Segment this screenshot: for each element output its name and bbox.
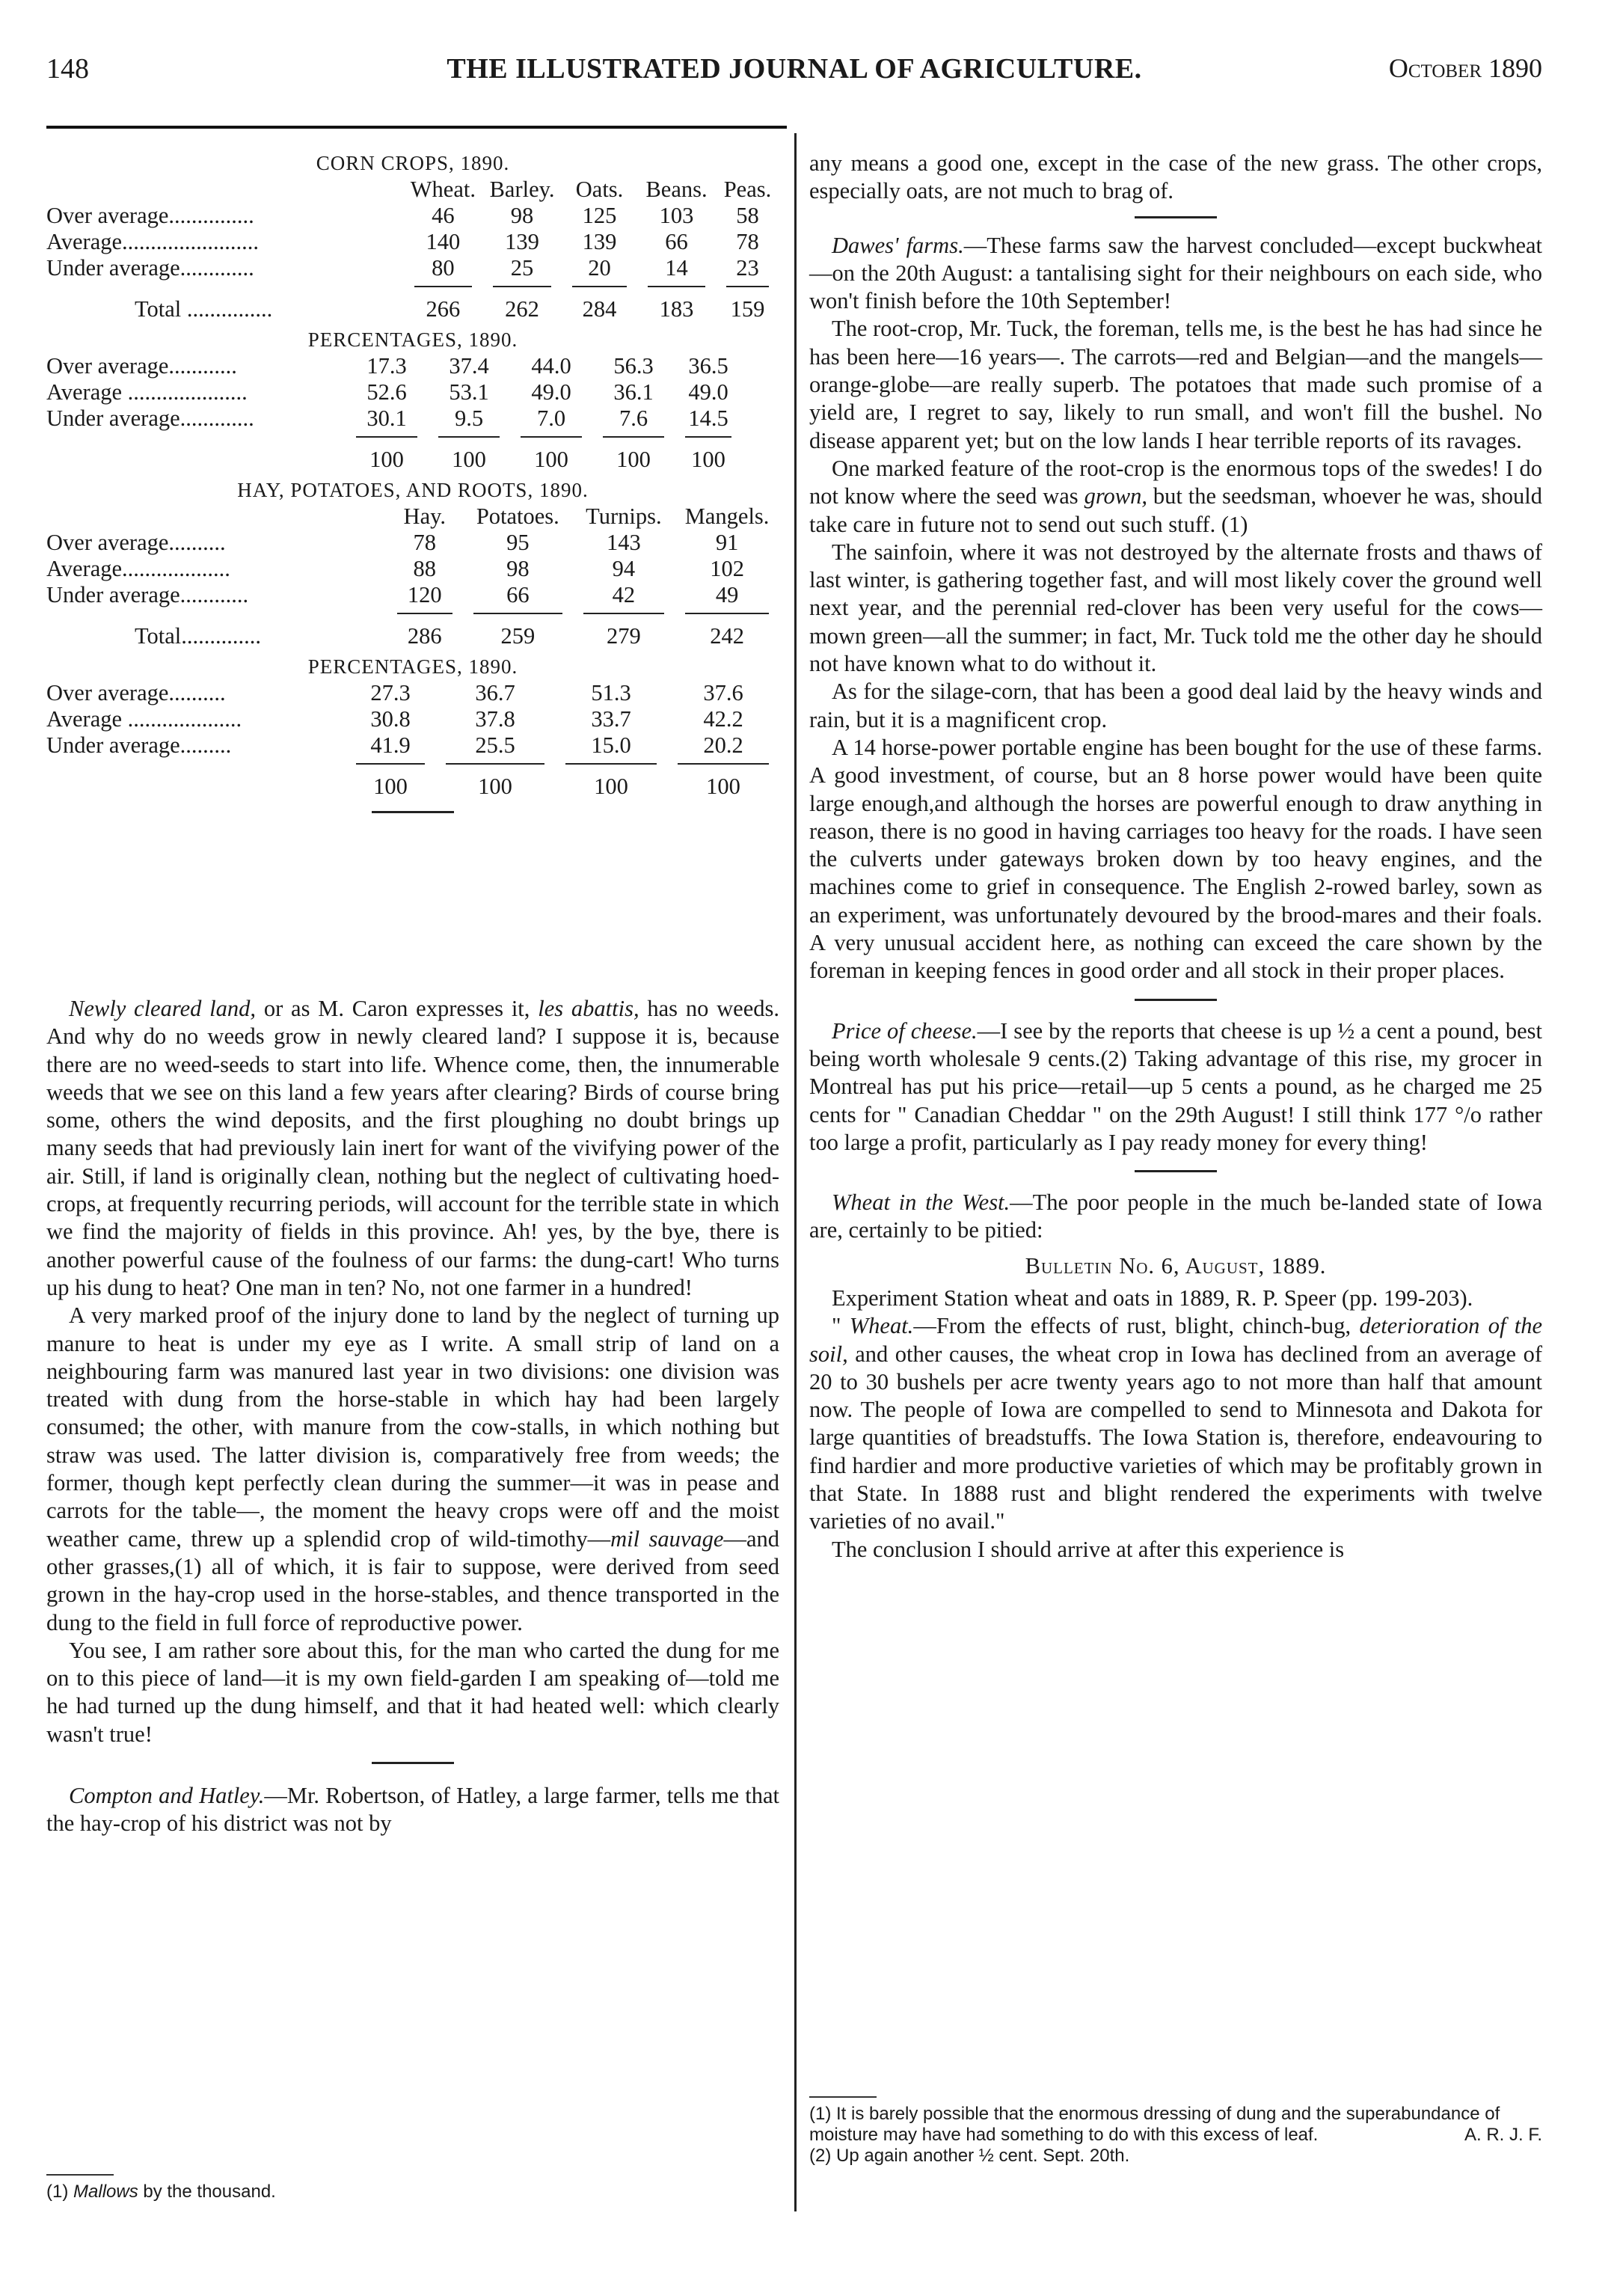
table-cell: 95 xyxy=(506,530,530,555)
table-cell: 20.2 xyxy=(703,732,743,758)
paragraph-price-of-cheese xyxy=(809,1017,1542,1157)
table-cell: 46 xyxy=(432,203,455,228)
section-lead: Compton and Hatley. xyxy=(69,1783,265,1809)
column-header: Oats. xyxy=(575,177,624,202)
table-cell: 37.8 xyxy=(475,706,515,732)
table-cell: 88 xyxy=(413,556,437,581)
text-run: and other causes, the wheat crop in Iowa has declined from an average of 20 to 30 bushels per acre twenty years ago to not more than half that amount now. The people of Iowa are compelled to send to Minnesota and Dakota for large quantities of breadstuffs. The Iowa Station is, therefore, endeavouring to find hardier and more productive varieties of which may be profitably grown in that State. In 1888 rust and blight rendered the experiments with twelve varieties of no avail." xyxy=(809,1341,1542,1534)
table-cell: 91 xyxy=(715,530,739,555)
header-rule xyxy=(46,126,787,129)
table-cell: 66 xyxy=(506,582,530,607)
column-header: Hay. xyxy=(403,503,447,529)
column-header: Peas. xyxy=(723,177,772,202)
column-header: Beans. xyxy=(645,177,708,202)
page-header xyxy=(46,52,1542,97)
table-cell: 80 xyxy=(432,255,455,281)
row-label: Under average............ xyxy=(46,582,249,607)
footnote-signature: A. R. J. F. xyxy=(1464,2125,1542,2145)
table-cell: 100 xyxy=(452,447,486,472)
table-header-row xyxy=(46,177,779,203)
table-cell: 98 xyxy=(506,556,530,581)
table-cell: 27.3 xyxy=(370,680,411,705)
table-cell: 41.9 xyxy=(370,732,411,758)
table-row xyxy=(46,353,742,379)
table-cell: 102 xyxy=(710,556,744,581)
paragraph: The conclusion I should arrive at after this experience is xyxy=(832,1536,1345,1562)
paragraph-newly-cleared-land xyxy=(46,995,779,1302)
text-run: by the thousand. xyxy=(138,2182,276,2202)
table-cell: 20 xyxy=(588,255,611,281)
section-lead: Newly cleared land, xyxy=(69,996,257,1021)
table-cell: 100 xyxy=(534,447,568,472)
text-run: (1) It is barely possible that the enormous dressing of dung and the superabundance of moisture may have had something to do with this excess of leaf. xyxy=(809,2104,1500,2145)
paragraph-wheat-in-the-west xyxy=(809,1189,1542,1245)
text-run: Mallows xyxy=(73,2182,138,2202)
row-label: Over average............ xyxy=(46,353,237,379)
table-cell: 37.6 xyxy=(703,680,743,705)
sum-rule-row xyxy=(46,432,742,442)
column-header: Barley. xyxy=(489,177,555,202)
hay-percent-caption: PERCENTAGES, 1890. xyxy=(307,655,518,678)
paragraph-dawes-farms xyxy=(809,232,1542,316)
table-cell: 286 xyxy=(407,623,442,649)
section-lead: Wheat. xyxy=(849,1313,914,1339)
table-cell: 17.3 xyxy=(366,353,407,379)
paragraph: As for the silage-corn, that has been a good deal laid by the heavy winds and rain, but it is a magnificent crop. xyxy=(809,679,1542,732)
row-label: Average........................ xyxy=(46,229,260,254)
paragraph xyxy=(809,455,1542,539)
text-run: but the seedsman, whoever he was, should take care in future not to send out such stuff. (1) xyxy=(809,483,1542,537)
row-label: Average .................... xyxy=(46,706,242,732)
table-cell: 125 xyxy=(582,203,617,228)
table-cell: 36.5 xyxy=(688,353,728,379)
table-cell: 42.2 xyxy=(703,706,743,732)
page-number: 148 xyxy=(46,53,89,85)
section-lead: Dawes' farms. xyxy=(832,232,964,258)
footnote-rule xyxy=(809,2096,877,2098)
text-run: deterioration of the soil, xyxy=(809,1313,1542,1367)
table-cell: 78 xyxy=(736,229,759,254)
paragraph: Experiment Station wheat and oats in 1889, R. P. Speer (pp. 199-203). xyxy=(832,1285,1473,1311)
table-row xyxy=(46,582,779,608)
table-cell: 159 xyxy=(730,296,765,322)
text-run: grown, xyxy=(1084,483,1148,509)
row-label: Average ..................... xyxy=(46,379,248,405)
table-cell: 139 xyxy=(505,229,539,254)
table-cell: 15.0 xyxy=(591,732,631,758)
column-header: Wheat. xyxy=(410,177,476,202)
table-cell: 140 xyxy=(426,229,461,254)
table-cell: 7.6 xyxy=(619,405,648,431)
table-cell: 49.0 xyxy=(531,379,571,405)
table-cell: 51.3 xyxy=(591,680,631,705)
sum-rule-row xyxy=(46,608,779,619)
table-cell: 100 xyxy=(478,774,512,799)
table-cell: 139 xyxy=(582,229,617,254)
bulletin-heading: Bulletin No. 6, August, 1889. xyxy=(1025,1252,1327,1279)
left-column-text xyxy=(46,995,779,1838)
table-cell: 100 xyxy=(706,774,740,799)
table-row xyxy=(46,530,779,556)
footnote-2: (2) Up again another ½ cent. Sept. 20th. xyxy=(809,2146,1130,2166)
row-label: Total.............. xyxy=(135,623,261,649)
row-label: Over average............... xyxy=(46,203,254,228)
corn-percent-caption: PERCENTAGES, 1890. xyxy=(307,328,518,351)
paragraph: The root-crop, Mr. Tuck, the foreman, tells me, is the best he has had since he has been here—16 years—. The carrots—red and Belgian—and the mangels—orange-globe—are really superb. The potatoes that made such promise of a yield are, I regret to say, likely to run small, and won't fill the bushel. No disease apparent yet; but on the low lands I hear terrible reports of its ravages. xyxy=(809,316,1542,453)
sum-rule-row xyxy=(46,759,779,769)
table-cell: 100 xyxy=(616,447,651,472)
table-cell: 100 xyxy=(373,774,408,799)
section-lead: Wheat in the West. xyxy=(832,1190,1010,1216)
paragraph: The sainfoin, where it was not destroyed by the alternate frosts and thaws of last winter, is gathering together fast, and will most likely cover the ground well next year, and the perennial red-clover has been very useful for the cows—mown green—all the summer; in fact, Mr. Tuck told me the other day he should not have known what to do without it. xyxy=(809,539,1542,677)
column-header: Potatoes. xyxy=(476,503,559,529)
table-cell: 30.1 xyxy=(366,405,407,431)
table-cell: 100 xyxy=(691,447,725,472)
table-cell: 66 xyxy=(665,229,688,254)
text-run: One marked feature of the root-crop is the enormous tops of the swedes! I do not know where the seed was xyxy=(809,455,1542,509)
paragraph: You see, I am rather sore about this, for the man who carted the dung for me on to this piece of land—it is my own field-garden I am speaking of—told me he had turned up the dung himself, and that it had heated well: which clearly wasn't true! xyxy=(46,1637,779,1747)
row-label: Under average............. xyxy=(46,255,254,281)
sum-rule-row xyxy=(46,281,779,292)
text-run: —Mr. Robertson, of Hatley, a large farmer, tells me that the hay-crop of his district was not by xyxy=(46,1783,780,1837)
hay-percent-table xyxy=(46,680,779,803)
table-cell: 242 xyxy=(710,623,744,649)
paragraph: any means a good one, except in the case of the new grass. The other crops, especially oats, are not much to brag of. xyxy=(809,150,1542,204)
table-header-row xyxy=(46,503,779,530)
text-run: or as M. Caron expresses it, xyxy=(256,996,539,1021)
table-cell: 120 xyxy=(407,582,442,607)
table-cell: 100 xyxy=(369,447,404,472)
table-cell: 9.5 xyxy=(454,405,484,431)
section-rule xyxy=(372,1762,454,1764)
row-label: Average................... xyxy=(46,556,230,581)
row-label: Under average......... xyxy=(46,732,232,758)
table-cell: 284 xyxy=(582,296,617,322)
table-cell: 279 xyxy=(607,623,641,649)
table-cell: 56.3 xyxy=(613,353,654,379)
hay-table xyxy=(46,503,779,653)
table-cell: 100 xyxy=(594,774,628,799)
text-run: —and other grasses,(1) all of which, it is fair to suppose, were derived from seed grown in the hay-crop used in the horse-stables, and thence transported in the dung to the field in full force of reproductive power. xyxy=(46,1525,779,1635)
section-lead: Price of cheese. xyxy=(832,1017,978,1044)
section-rule xyxy=(1135,999,1217,1001)
table-cell: 25.5 xyxy=(475,732,515,758)
total-row xyxy=(46,619,779,653)
issue-date: October 1890 xyxy=(1388,53,1542,83)
table-cell: 49.0 xyxy=(688,379,728,405)
section-rule xyxy=(1135,1170,1217,1172)
text-run: A very marked proof of the injury done to land by the neglect of turning up manure to heat is under my eye as I write. A small strip of land on a neighbouring farm was manured last year in two divisions: one division was treated with dung from the horse-stable in which hay had been largely consumed; the other, with manure from the cow-stalls, in which nothing but straw was used. The latter division is, comparatively free from weeds; the former, though kept perfectly clean during the summer—it was in pease and carrots for the table—, the moment the heavy crops were off and the moist weather came, threw up a splendid crop of wild-timothy— xyxy=(46,1302,779,1552)
table-cell: 37.4 xyxy=(449,353,489,379)
table-row xyxy=(46,556,779,582)
table-cell: 14 xyxy=(665,255,688,281)
footnotes-right xyxy=(809,2104,1542,2167)
text-run: —These farms saw the harvest concluded—except buckwheat—on the 20th August: a tantalising sight for their neighbours on each side, who won't finish before the 10th September! xyxy=(809,232,1542,314)
table-row xyxy=(46,706,779,732)
table-cell: 143 xyxy=(607,530,641,555)
paragraph: A 14 horse-power portable engine has been bought for the use of these farms. A good investment, of course, but an 8 horse power would have been quite large enough,and although the horses are powerful enough to draw anything in reason, there is no good in having carriages too heavy for the roads. I have seen the culverts under gateways broken down by too heavy engines, and the machines come to grief in consequence. The English 2-rowed barley, sown as an experiment, was unfortunately devoured by the brood-mares and their foals. A very unusual accident here, as nothing can exceed the care shown by the foreman in keeping fences in good order and all stock in their proper places. xyxy=(809,734,1542,984)
table-cell: 58 xyxy=(736,203,759,228)
table-cell: 103 xyxy=(659,203,694,228)
journal-title: THE ILLUSTRATED JOURNAL OF AGRICULTURE. xyxy=(447,53,1142,85)
table-cell: 259 xyxy=(500,623,536,649)
row-label: Total ............... xyxy=(135,296,273,322)
table-cell: 49 xyxy=(715,582,739,607)
corn-table xyxy=(46,177,779,326)
total-row xyxy=(46,769,779,803)
table-row xyxy=(46,405,742,432)
table-cell: 36.7 xyxy=(475,680,515,705)
table-cell: 23 xyxy=(736,255,759,281)
total-row xyxy=(46,442,742,477)
table-row xyxy=(46,680,779,706)
hay-table-caption: HAY, POTATOES, AND ROOTS, 1890. xyxy=(237,479,589,501)
table-row xyxy=(46,732,779,759)
text-run: les abattis, xyxy=(538,996,639,1021)
table-cell: 14.5 xyxy=(688,405,728,431)
table-cell: 262 xyxy=(505,296,539,322)
table-row xyxy=(46,379,742,405)
text-run: —From the effects of rust, blight, chinch-bug, xyxy=(913,1313,1360,1339)
corn-table-caption: CORN CROPS, 1890. xyxy=(316,152,510,174)
footnote-number: (1) xyxy=(46,2182,69,2202)
text-run: mil sauvage xyxy=(610,1525,724,1552)
column-divider xyxy=(794,133,797,2211)
footnote-1 xyxy=(809,2104,1542,2146)
table-cell: 36.1 xyxy=(613,379,654,405)
text-run: has no weeds. And why do no weeds grow in newly cleared land? I suppose it is, because there are no weed-seeds to start into life. Whence come, then, the innumerable weeds that we see on this land a few years after clearing? Birds of course bring some, others the wind deposits, and the first ploughing no doubt brings up many seeds that had previously lain inert for want of the vivifying power of the air. Still, if land is originally clean, nothing but the neglect of cultivating hoed-crops, at frequently recurring periods, will account for the terrible state in which we find the majority of fields in this province. Ah! yes, by the bye, there is another powerful cause of the foulness of our farms: the dung-cart! Who turns up his dung to heat? One man in ten? No, not one farmer in a hundred! xyxy=(46,996,779,1300)
text-run: —I see by the reports that cheese is up ½ a cent a pound, best being worth wholesale 9 cents.(2) Taking advantage of this rise, my grocer in Montreal has put his price—retail—up 5 cents a pound, as he charged me 25 cents for " Canadian Cheddar " on the 29th August! I still think 177 °/o rather too large a profit, particularly as I pay ready money for every thing! xyxy=(809,1017,1542,1155)
table-row xyxy=(46,255,779,281)
column-header: Mangels. xyxy=(684,503,770,529)
table-row xyxy=(46,203,779,229)
right-column-text xyxy=(809,150,1542,1564)
crop-tables xyxy=(46,150,779,821)
table-cell: 25 xyxy=(510,255,534,281)
row-label: Under average............. xyxy=(46,405,254,431)
section-rule xyxy=(1135,216,1217,218)
text-run: —The poor people in the much be-landed state of Iowa are, certainly to be pitied: xyxy=(809,1190,1542,1243)
row-label: Over average.......... xyxy=(46,530,226,555)
row-label: Over average.......... xyxy=(46,680,226,705)
table-cell: 78 xyxy=(413,530,437,555)
paragraph xyxy=(46,1302,779,1637)
text-run: " xyxy=(832,1313,850,1339)
table-cell: 42 xyxy=(612,582,636,607)
total-row xyxy=(46,292,779,326)
column-header: Turnips. xyxy=(586,503,662,529)
footnote-rule xyxy=(46,2174,114,2176)
table-cell: 44.0 xyxy=(531,353,571,379)
table-cell: 266 xyxy=(426,296,461,322)
table-row xyxy=(46,229,779,255)
table-cell: 53.1 xyxy=(449,379,489,405)
corn-percent-table xyxy=(46,353,742,477)
table-cell: 183 xyxy=(659,296,694,322)
table-cell: 30.8 xyxy=(370,706,411,732)
paragraph-compton-hatley xyxy=(46,1782,779,1838)
table-cell: 94 xyxy=(612,556,636,581)
footnote-left xyxy=(46,2182,720,2202)
table-cell: 52.6 xyxy=(366,379,407,405)
paragraph-quote xyxy=(809,1312,1542,1535)
table-cell: 98 xyxy=(510,203,534,228)
table-cell: 7.0 xyxy=(536,405,566,431)
table-cell: 33.7 xyxy=(591,706,631,732)
section-rule xyxy=(372,811,454,813)
